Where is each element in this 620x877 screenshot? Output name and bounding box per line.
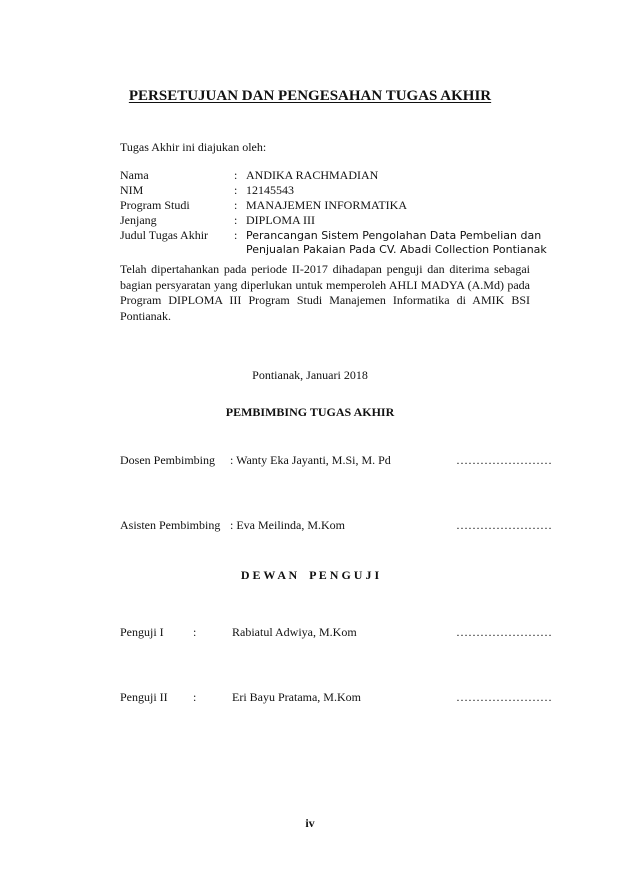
examiner-2-label: Penguji II [120,690,168,704]
study-program-colon: : [234,198,238,212]
name-value: ANDIKA RACHMADIAN [246,168,379,182]
level-label: Jenjang [120,213,157,227]
assistant-supervisor-name: : Eva Meilinda, M.Kom [230,518,345,532]
study-program-label: Program Studi [120,198,190,212]
thesis-title-value-cont: Penjualan Pakaian Pada CV. Abadi Collection Pontianak [246,243,547,256]
name-label: Nama [120,168,149,182]
examiner-2-signature-line: …………………… [456,690,552,704]
supervisors-heading: PEMBIMBING TUGAS AKHIR [225,405,395,419]
examiner-1-name: Rabiatul Adwiya, M.Kom [232,625,357,639]
supervisor-label: Dosen Pembimbing [120,453,215,467]
nim-label: NIM [120,183,144,197]
page-number: iv [305,816,315,830]
thesis-title-colon: : [234,228,238,242]
place-date: Pontianak, Januari 2018 [252,368,368,382]
examiner-1-signature-line: …………………… [456,625,552,639]
supervisor-signature-line: …………………… [456,453,552,467]
examiners-heading: D E W A N P E N G U J I [240,568,380,582]
level-colon: : [234,213,238,227]
examiner-2-name: Eri Bayu Pratama, M.Kom [232,690,361,704]
submitted-by-text: Tugas Akhir ini diajukan oleh: [120,140,267,154]
assistant-supervisor-signature-line: …………………… [456,518,552,532]
name-colon: : [234,168,238,182]
thesis-title-label: Judul Tugas Akhir [120,228,209,242]
approval-statement: Telah dipertahankan pada periode II-2017 dihadapan penguji dan diterima sebagai bagian persyaratan yang diperlukan untuk memperoleh AHLI MADYA (A.Md) pada Program DIPLOMA III Program Studi Manajemen Informatika di AMIK BSI Pontianak. [120,262,530,323]
supervisor-name: : Wanty Eka Jayanti, M.Si, M. Pd [230,453,391,467]
study-program-value: MANAJEMEN INFORMATIKA [246,198,408,212]
page-title: PERSETUJUAN DAN PENGESAHAN TUGAS AKHIR [128,88,492,104]
examiner-2-colon: : [193,690,197,704]
level-value: DIPLOMA III [246,213,315,227]
examiner-1-colon: : [193,625,197,639]
nim-colon: : [234,183,238,197]
examiner-1-label: Penguji I [120,625,164,639]
nim-value: 12145543 [246,183,294,197]
thesis-title-value: Perancangan Sistem Pengolahan Data Pembelian dan [246,229,542,242]
assistant-supervisor-label: Asisten Pembimbing [120,518,221,532]
